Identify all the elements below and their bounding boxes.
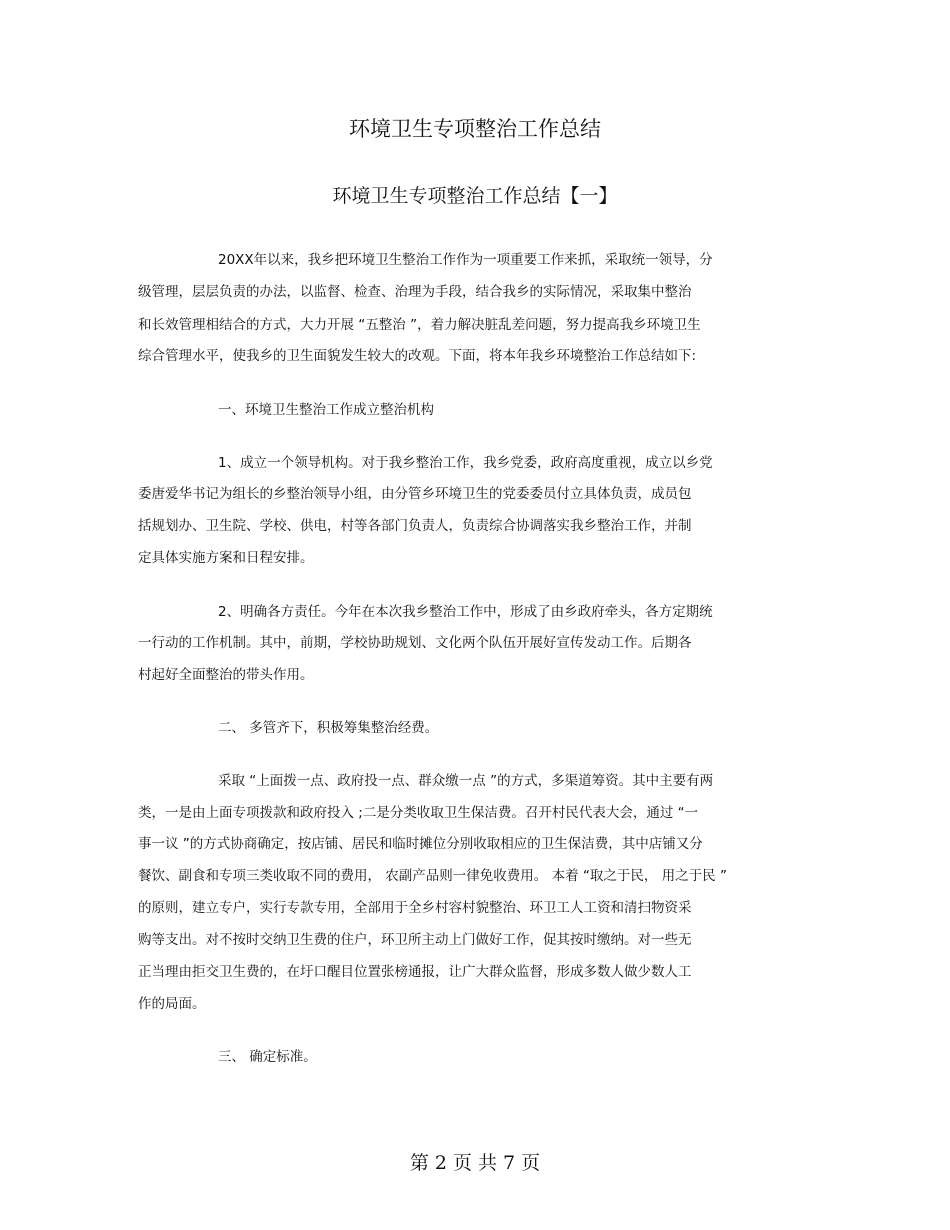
heading-three: 三、 确定标准。 — [218, 1049, 317, 1065]
text-line: 正当理由拒交卫生费的，在圩口醒目位置张榜通报，让广大群众监督，形成多数人做少数人工 — [138, 964, 692, 980]
text-line: 购等支出。对不按时交纳卫生费的住户，环卫所主动上门做好工作，促其按时缴纳。对一些无 — [138, 932, 692, 948]
text-line: 事一议 ”的方式协商确定，按店铺、居民和临时摊位分别收取相应的卫生保洁费，其中店铺又分 — [138, 836, 703, 852]
text-line: 20XX年以来，我乡把环境卫生整治工作作为一项重要工作来抓，采取统一领导，分 — [218, 252, 713, 268]
text-line: 定具体实施方案和日程安排。 — [138, 550, 314, 566]
text-line: 一行动的工作机制。其中，前期，学校协助规划、文化两个队伍开展好宣传发动工作。后期各 — [138, 635, 692, 651]
text-line: 综合管理水平，使我乡的卫生面貌发生较大的改观。下面，将本年我乡环境整治工作总结如下: — [138, 348, 697, 364]
text-line: 村起好全面整治的带头作用。 — [138, 667, 314, 683]
section-title: 环境卫生专项整治工作总结【一】 — [332, 185, 618, 207]
text-line: 和长效管理相结合的方式，大力开展 “五整治 ”，着力解决脏乱差问题，努力提高我乡环境卫生 — [138, 317, 701, 333]
text-line: 委唐爱华书记为组长的乡整治领导小组，由分管乡环境卫生的党委委员付立具体负责，成员包 — [138, 486, 692, 502]
document-title: 环境卫生专项整治工作总结 — [349, 117, 601, 141]
text-line: 1、成立一个领导机构。对于我乡整治工作，我乡党委，政府高度重视，成立以乡党 — [218, 455, 713, 471]
text-line: 采取 “上面拨一点、政府投一点、群众缴一点 ”的方式，多渠道筹资。其中主要有两 — [218, 773, 714, 789]
heading-one: 一、环境卫生整治工作成立整治机构 — [218, 402, 434, 418]
text-line: 括规划办、卫生院、学校、供电，村等各部门负责人，负责综合协调落实我乡整治工作，并制 — [138, 518, 692, 534]
text-line: 级管理，层层负责的办法，以监督、检查、治理为手段，结合我乡的实际情况，采取集中整治 — [138, 284, 692, 300]
heading-two: 二、 多管齐下，积极筹集整治经费。 — [218, 720, 439, 736]
page-indicator: 第 2 页 共 7 页 — [409, 1152, 541, 1174]
text-line: 的原则，建立专户，实行专款专用，全部用于全乡村容村貌整治、环卫工人工资和清扫物资采 — [138, 900, 692, 916]
text-line: 2、明确各方责任。今年在本次我乡整治工作中，形成了由乡政府牵头，各方定期统 — [218, 604, 713, 620]
text-line: 餐饮、副食和专项三类收取不同的费用， 农副产品则一律免收费用。 本着 “取之于民， 用之于民 ” — [138, 868, 727, 884]
text-line: 作的局面。 — [138, 996, 206, 1012]
text-line: 类，一是由上面专项拨款和政府投入 ;二是分类收取卫生保洁费。召开村民代表大会，通过 “一 — [138, 805, 699, 821]
